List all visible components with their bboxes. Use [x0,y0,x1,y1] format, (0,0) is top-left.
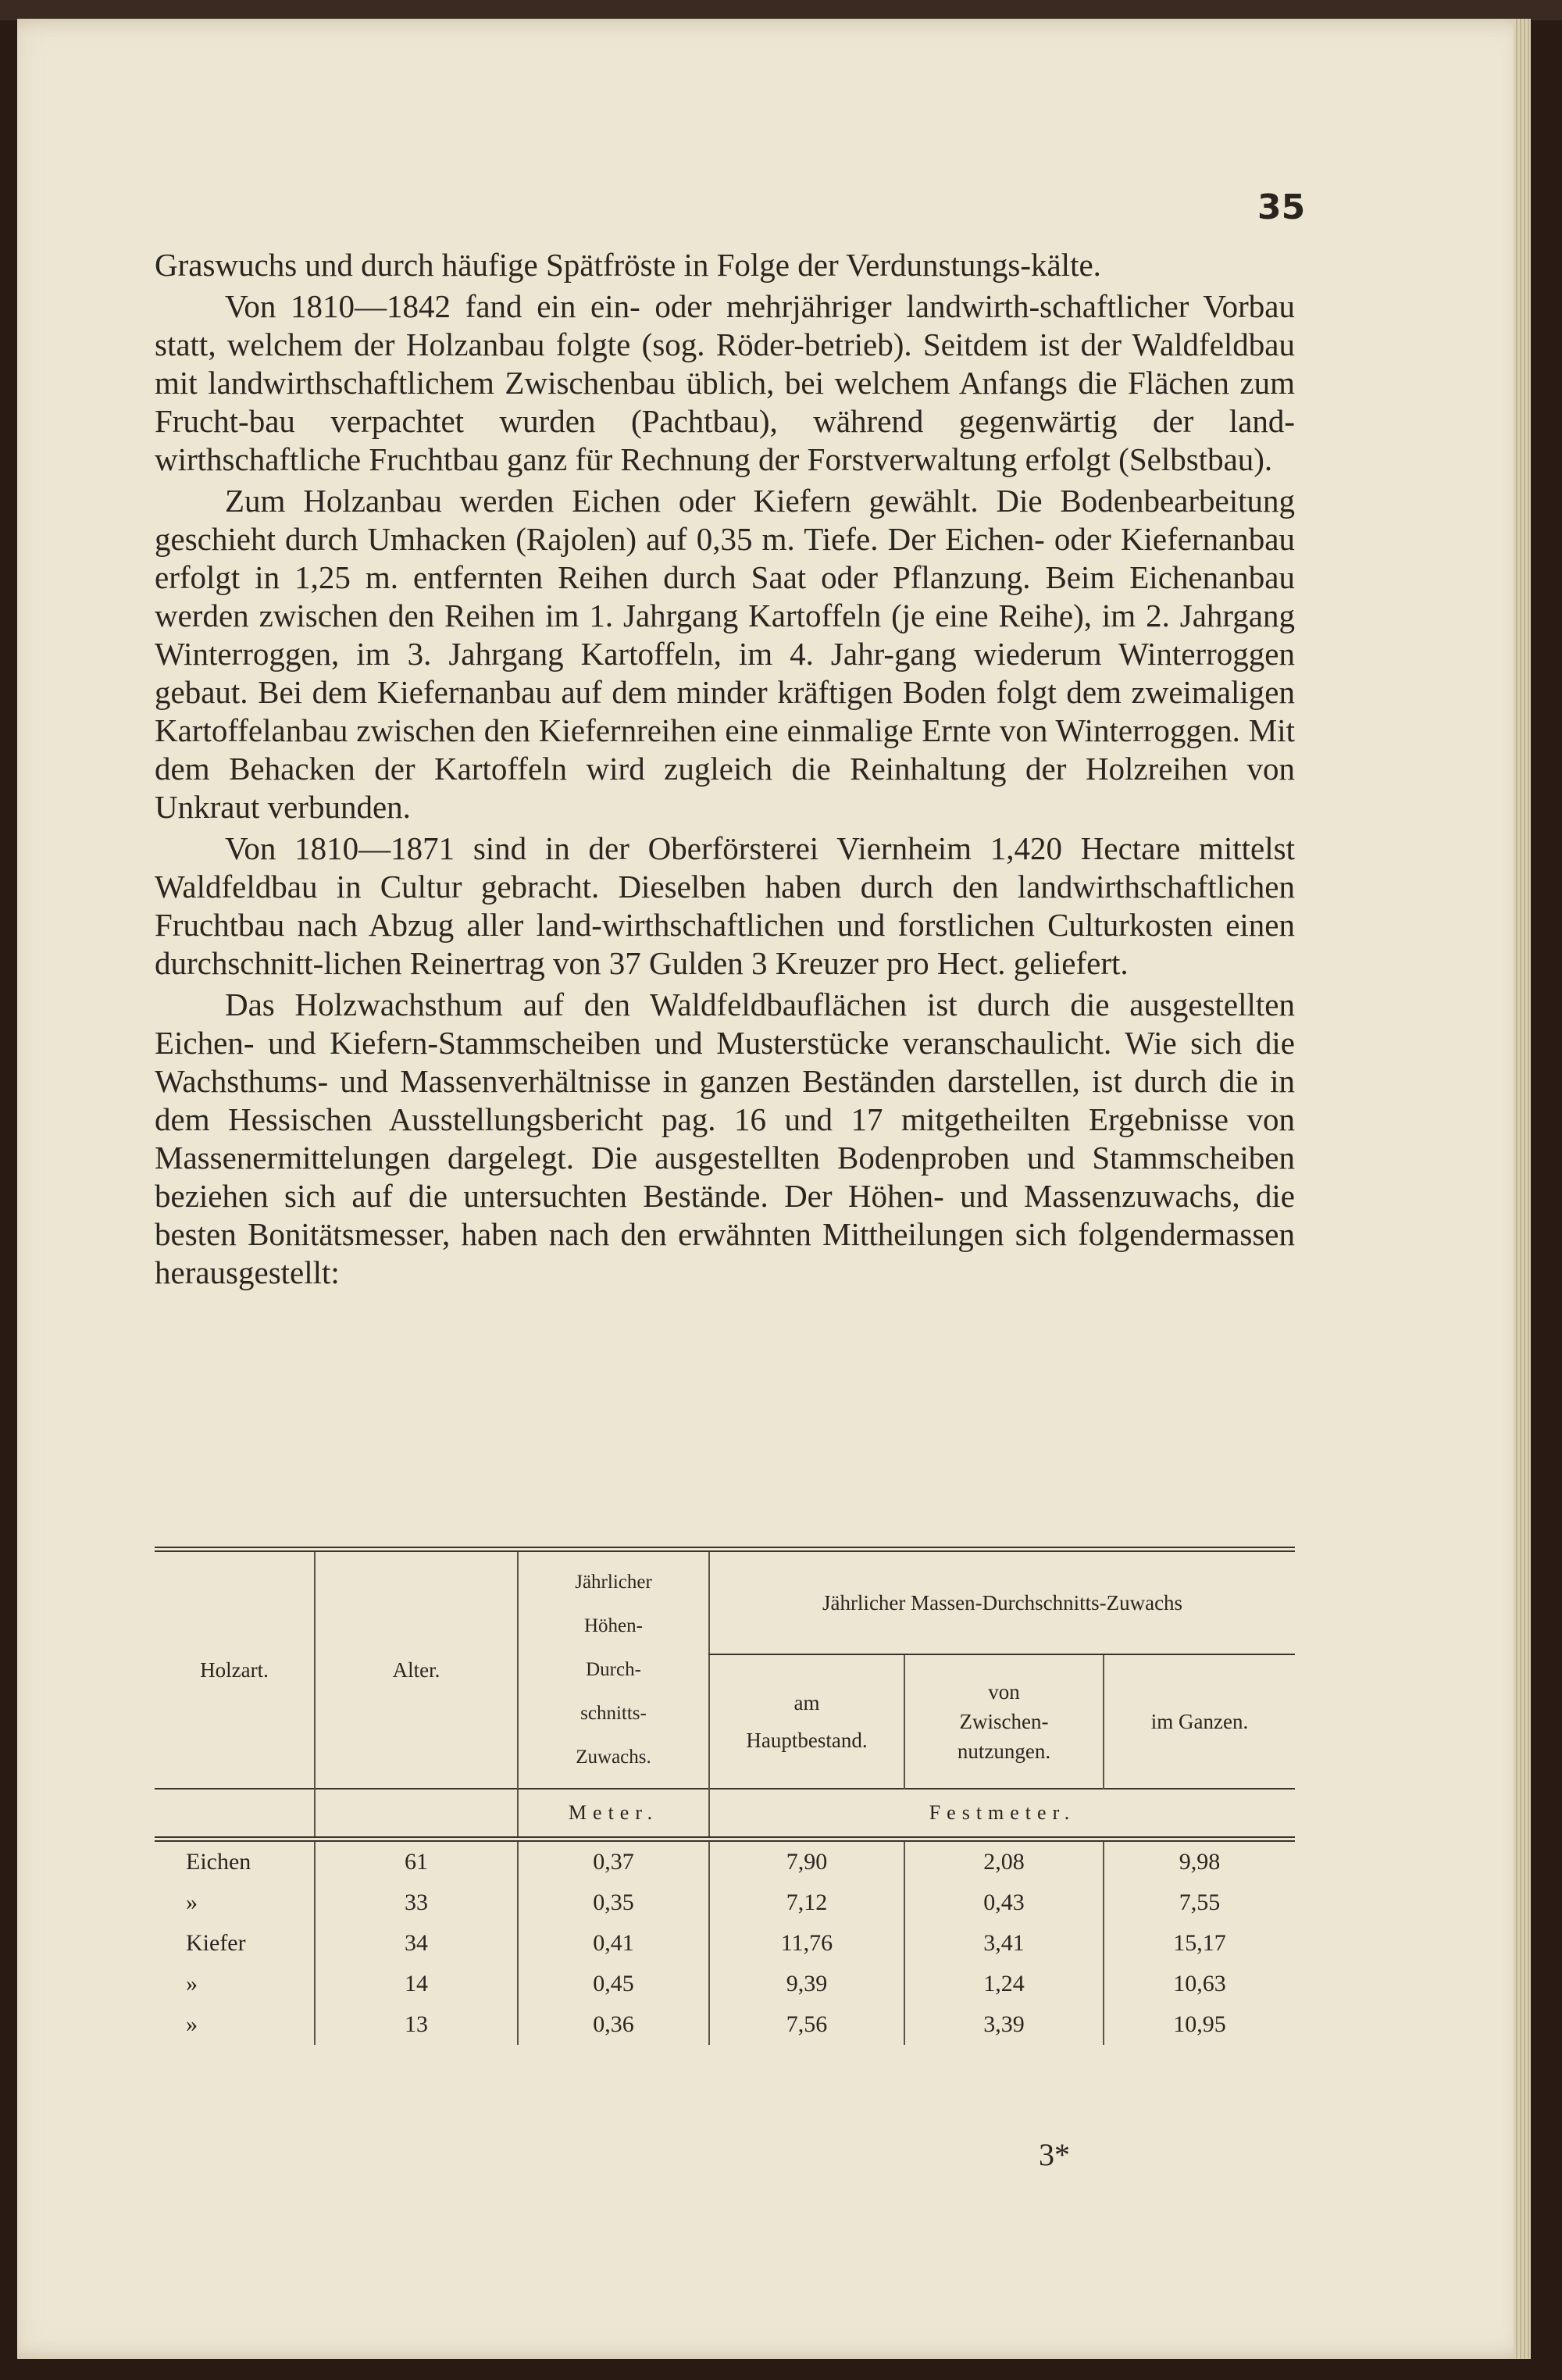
header-hoehen-zuwachs [518,1552,709,1789]
cell-ganzen: 10,95 [1104,2004,1295,2045]
cell-haupt: 7,56 [709,2004,904,2045]
cell-holzart: Kiefer [186,1930,246,1956]
cell-hoehe: 0,35 [518,1882,709,1923]
cell-alter: 34 [315,1923,518,1964]
cell-alter: 33 [315,1882,518,1923]
header-zwischennutzungen [904,1654,1104,1789]
cell-ganzen: 9,98 [1104,1842,1295,1882]
table-row [155,2004,1295,2045]
cell-zwischen: 3,41 [904,1923,1104,1964]
table-row [155,1923,1295,1964]
units-empty-1 [155,1789,315,1836]
header-hoehen-line1: Jährlicher [575,1572,652,1593]
paragraph-3: Zum Holzanbau werden Eichen oder Kiefern gewählt. Die Bodenbearbeitung geschieht durch Umhacken (Rajolen) auf 0,35 m. Tiefe. Der Eichen- oder Kiefernanbau erfolgt in 1,25 m. entfernten Reihen durch Saat oder Pflanzung. Beim Eichenanbau werden zwischen den Reihen im 1. Jahrgang Kartoffeln (je eine Reihe), im 2. Jahrgang Winterroggen, im 3. Jahrgang Kartoffeln, im 4. Jahr-gang wiederum Winterroggen gebaut. Bei dem Kiefernanbau auf dem minder kräftigen Boden folgt dem zweimaligen Kartoffelanbau zwischen den Kiefernreihen eine einmalige Ernte von Winterroggen. Mit dem Behacken der Kartoffeln wird zugleich die Reinhaltung der Holzreihen von Unkraut verbunden. [155,483,1295,825]
header-im-ganzen: im Ganzen. [1104,1654,1295,1789]
header-haupt-line2: Hauptbestand. [746,1729,868,1752]
header-hoehen-line4: schnitts- [580,1703,647,1724]
table-row [155,1842,1295,1882]
cell-zwischen: 1,24 [904,1964,1104,2004]
cell-holzart: Eichen [186,1849,251,1875]
cell-alter: 61 [315,1842,518,1882]
header-hauptbestand [709,1654,904,1789]
cell-haupt: 11,76 [709,1923,904,1964]
header-zwischen-line2: Zwischen- [959,1710,1049,1733]
cell-zwischen: 3,39 [904,2004,1104,2045]
paragraph-5: Das Holzwachsthum auf den Waldfeldbauflächen ist durch die ausgestellten Eichen- und Kiefern-Stammscheiben und Musterstücke veranschaulicht. Wie sich die Wachsthums- und Massenverhältnisse in ganzen Beständen darstellen, ist durch die in dem Hessischen Ausstellungsbericht pag. 16 und 17 mitgetheilten Ergebnisse von Massenermittelungen dargelegt. Die ausgestellten Bodenproben und Stammscheiben beziehen sich auf die untersuchten Bestände. Der Höhen- und Massenzuwachs, die besten Bonitätsmesser, haben nach den erwähnten Mittheilungen sich folgendermassen herausgestellt: [155,987,1295,1290]
header-holzart: Holzart. [200,1658,269,1682]
header-double-rule [155,1836,1295,1842]
page-edge [1514,19,1531,2359]
header-zwischen-line1: von [988,1680,1020,1704]
cell-ganzen: 10,63 [1104,1964,1295,2004]
header-hoehen-line2: Höhen- [584,1615,643,1636]
cell-haupt: 7,90 [709,1842,904,1882]
cell-ganzen: 7,55 [1104,1882,1295,1923]
cell-holzart: » [186,1971,198,1996]
growth-table [155,1547,1295,2045]
paragraph-4: Von 1810—1871 sind in der Oberförsterei Viernheim 1,420 Hectare mittelst Waldfeldbau in Cultur gebracht. Dieselben haben durch den landwirthschaftlichen Fruchtbau nach Abzug aller land-wirthschaftlichen und forstlichen Culturkosten einen durchschnitt-lichen Reinertrag von 37 Gulden 3 Kreuzer pro Hect. geliefert. [155,830,1295,981]
units-empty-2 [315,1789,518,1836]
cell-zwischen: 0,43 [904,1882,1104,1923]
unit-festmeter: Festmeter. [709,1789,1295,1836]
cell-hoehe: 0,45 [518,1964,709,2004]
header-massen-zuwachs: Jährlicher Massen-Durchschnitts-Zuwachs [709,1552,1295,1654]
cell-holzart: » [186,1889,198,1915]
header-bottom-rule [155,1836,1295,1842]
table-row [155,1964,1295,2004]
header-zwischen-line3: nutzungen. [957,1740,1051,1763]
book-binding [0,0,1562,20]
growth-table-grid [155,1552,1295,2045]
cell-haupt: 9,39 [709,1964,904,2004]
header-haupt-line1: am [793,1691,820,1715]
page-number: 35 [1257,187,1306,227]
table-row [155,1882,1295,1923]
body-text [155,246,1295,1295]
cell-haupt: 7,12 [709,1882,904,1923]
header-alter: Alter. [315,1552,518,1789]
paragraph-1: Graswuchs und durch häufige Spätfröste in Folge der Verdunstungs-kälte. [155,247,1101,283]
cell-alter: 14 [315,1964,518,2004]
cell-zwischen: 2,08 [904,1842,1104,1882]
signature-mark: 3* [1039,2137,1070,2172]
header-hoehen-line3: Durch- [586,1659,641,1680]
cell-hoehe: 0,37 [518,1842,709,1882]
table-top-rule [155,1547,1295,1552]
cell-hoehe: 0,36 [518,2004,709,2045]
cell-ganzen: 15,17 [1104,1923,1295,1964]
header-hoehen-line5: Zuwachs. [576,1747,651,1768]
cell-alter: 13 [315,2004,518,2045]
unit-meter: Meter. [518,1789,709,1836]
paragraph-2: Von 1810—1842 fand ein ein- oder mehrjähriger landwirth-schaftlicher Vorbau statt, welchem der Holzanbau folgte (sog. Röder-betrieb). Seitdem ist der Waldfeldbau mit landwirthschaftlichem Zwischenbau üblich, bei welchem Anfangs die Flächen zum Frucht-bau verpachtet wurden (Pachtbau), während gegenwärtig der land-wirthschaftliche Fruchtbau ganz für Rechnung der Forstverwaltung erfolgt (Selbstbau). [155,288,1295,477]
cell-hoehe: 0,41 [518,1923,709,1964]
cell-holzart: » [186,2011,198,2037]
